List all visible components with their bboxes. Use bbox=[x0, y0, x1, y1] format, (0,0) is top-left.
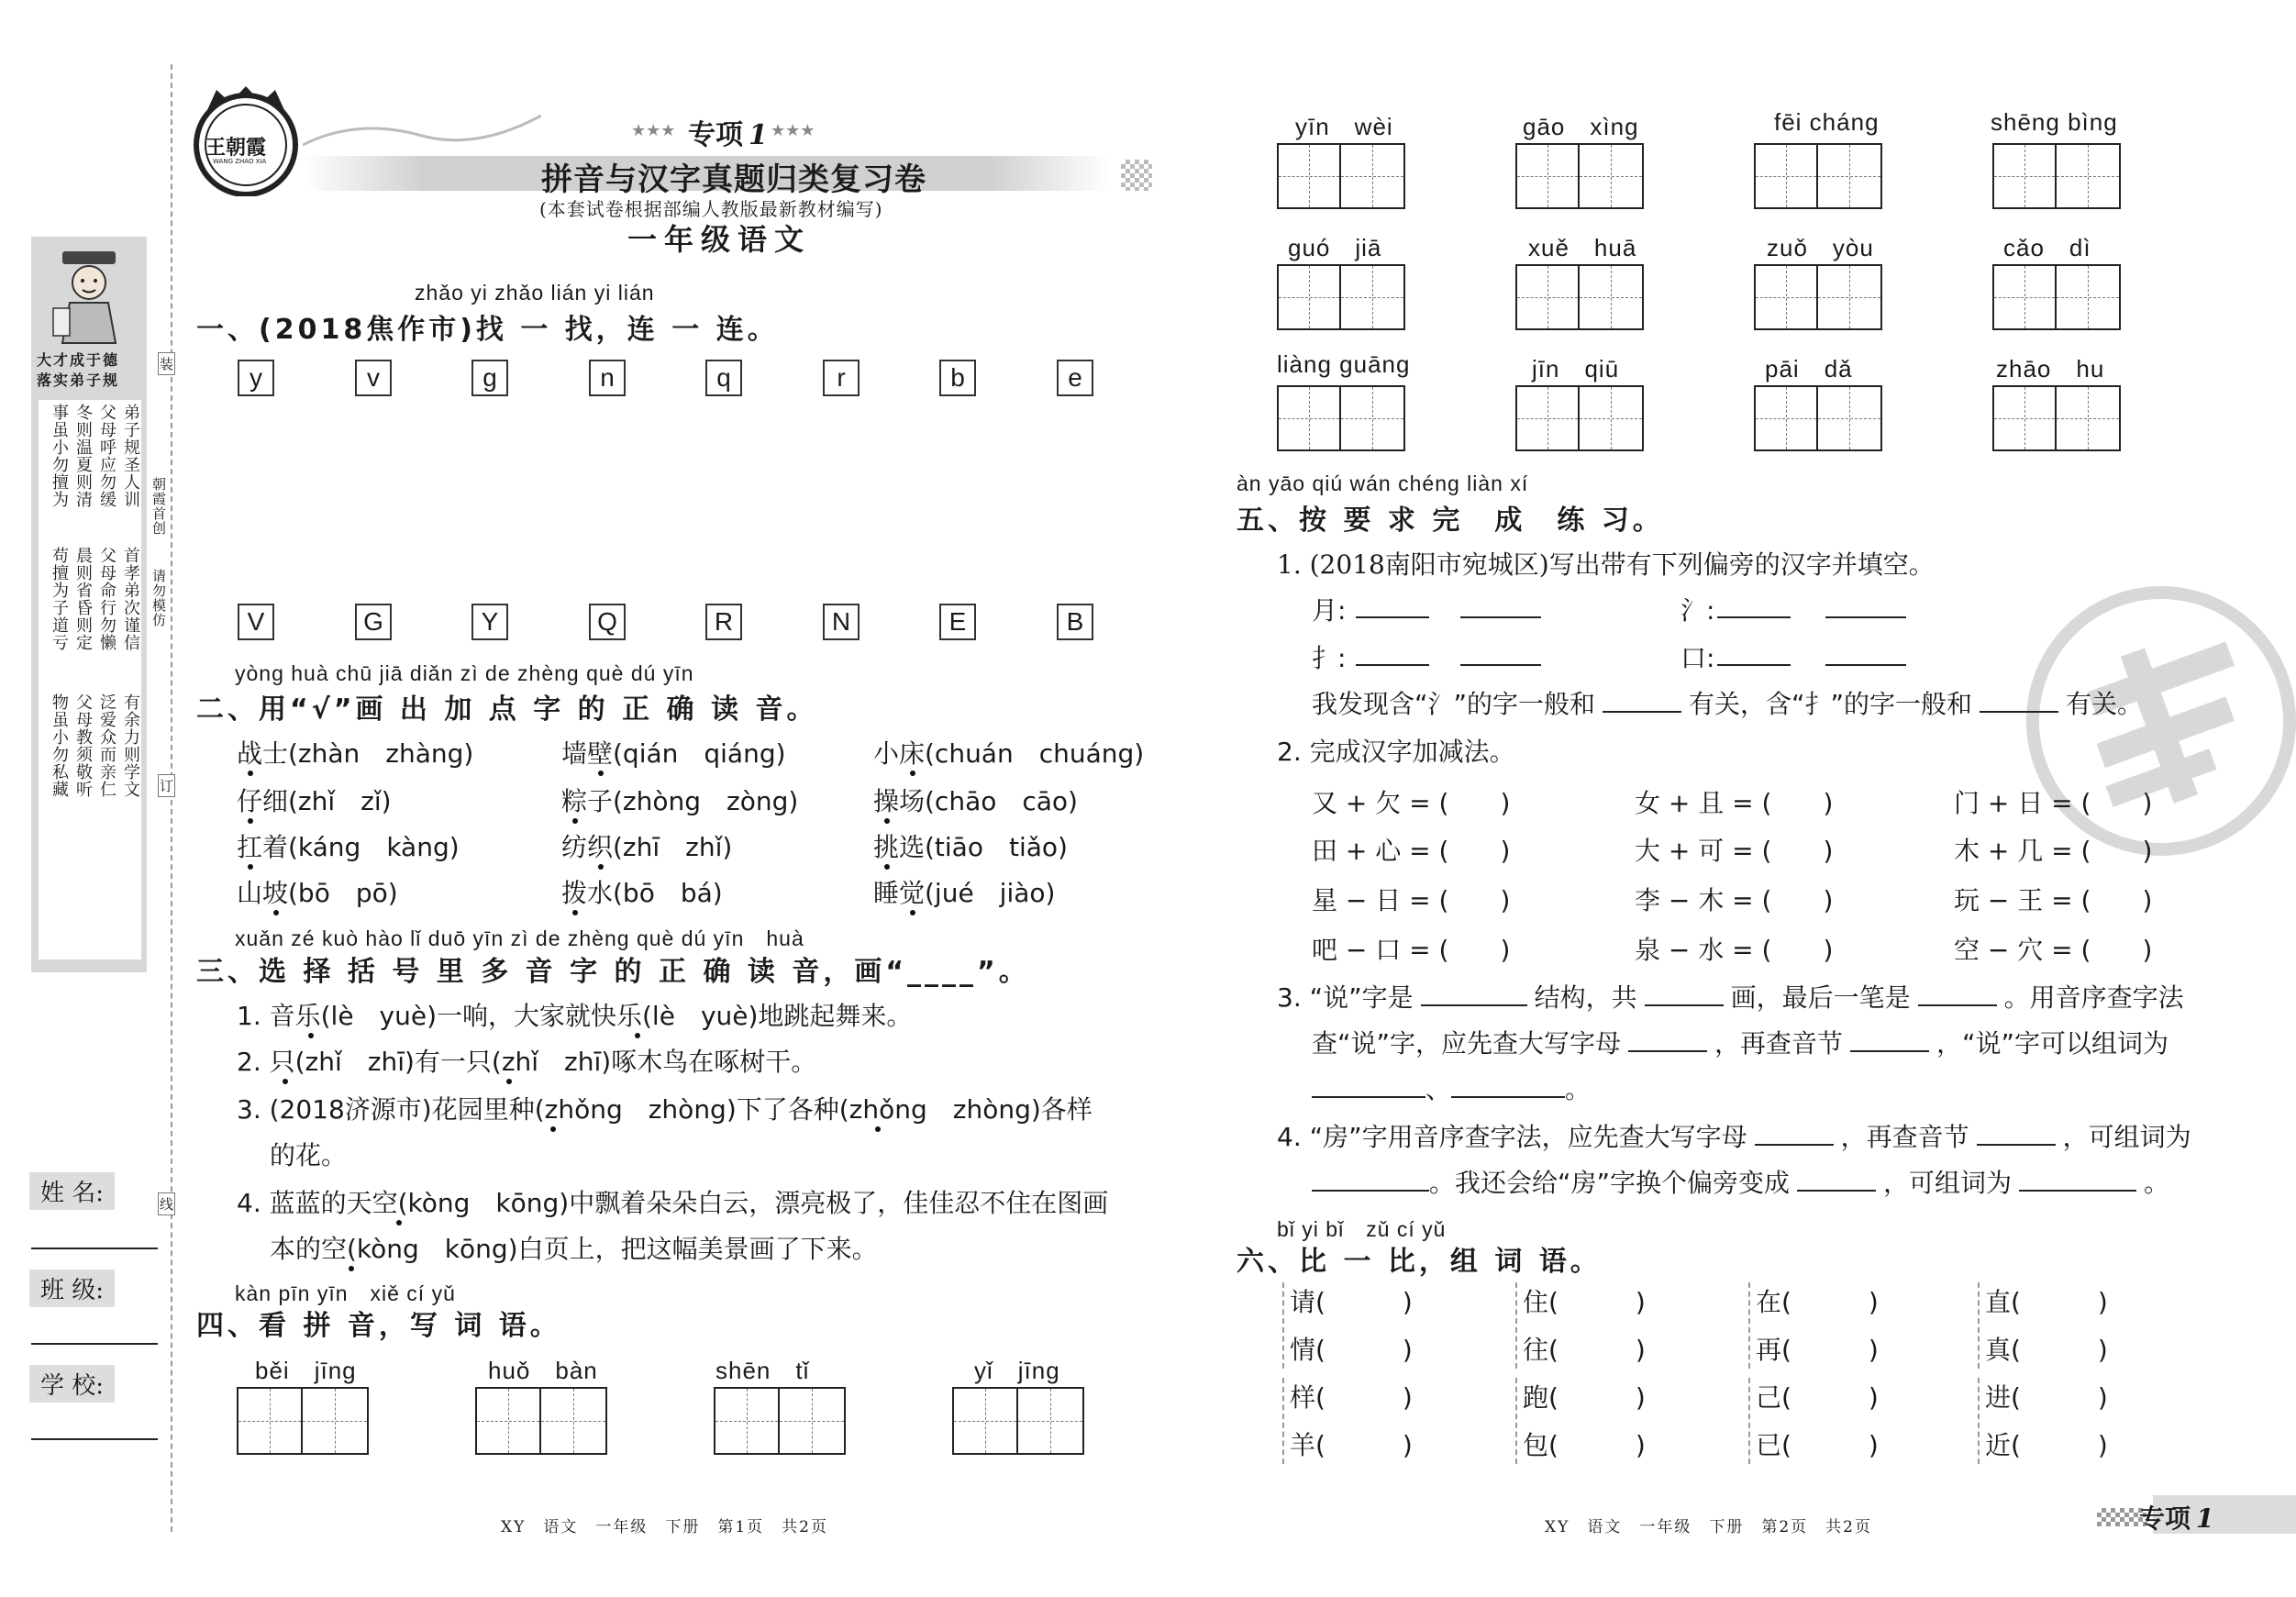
q3-item[interactable]: 4. 蓝蓝的天空(kòng kōng)中飘着朵朵白云，漂亮极了，佳佳忍不住在图画 bbox=[237, 1188, 1109, 1218]
last-stroke-blank[interactable] bbox=[1918, 982, 1997, 1006]
grid-cell[interactable] bbox=[1341, 387, 1403, 449]
motto-col: 苟擅为子道亏 bbox=[50, 547, 69, 651]
q2-item[interactable]: 粽子(zhòng zòng) bbox=[561, 786, 799, 816]
q1-lower-letter[interactable]: n bbox=[589, 360, 626, 396]
compare-word[interactable]: 包( ) bbox=[1523, 1430, 1646, 1460]
emphasis-dot bbox=[884, 818, 890, 824]
sub4-text: 4. “房”字用音序查字法，应先查大写字母 bbox=[1277, 1122, 1747, 1152]
q1-lower-letter[interactable]: b bbox=[939, 360, 976, 396]
logo-text: 王朝霞 bbox=[205, 136, 267, 160]
sub3-text: 。 bbox=[1565, 1074, 1592, 1104]
q4-word-pinyin: zhāo hu bbox=[1996, 355, 2105, 383]
syllable-blank[interactable] bbox=[1977, 1122, 2056, 1146]
motto-col: 首孝弟次谨信 bbox=[121, 547, 140, 651]
writing-grid[interactable] bbox=[475, 1387, 607, 1455]
emphasis-dot bbox=[396, 1220, 402, 1225]
footer-right: XY 语文 一年级 下册 第2页 共2页 bbox=[1545, 1518, 1872, 1536]
banner-ribbon bbox=[303, 108, 541, 152]
group-divider bbox=[1978, 1282, 1980, 1369]
q2-item[interactable]: 墙壁(qián qiáng) bbox=[561, 738, 786, 769]
compare-word[interactable]: 在( ) bbox=[1756, 1287, 1879, 1317]
sub3-text: 。用音序查字法 bbox=[2003, 982, 2184, 1013]
radical-blank[interactable] bbox=[1825, 664, 1906, 666]
radical-blank[interactable] bbox=[1356, 616, 1429, 618]
q1-lower-letter[interactable]: g bbox=[471, 360, 508, 396]
stroke-count-blank[interactable] bbox=[1645, 982, 1724, 1006]
grid-cell[interactable] bbox=[1994, 145, 2057, 207]
math-item[interactable]: 又 + 欠 = ( ) bbox=[1312, 788, 1511, 818]
badge-stars-left: ★★★ bbox=[631, 121, 676, 140]
radical-blank[interactable] bbox=[1717, 664, 1791, 666]
compare-word[interactable]: 直( ) bbox=[1985, 1287, 2108, 1317]
emphasis-dot bbox=[635, 1033, 640, 1038]
discover-blank[interactable] bbox=[1603, 689, 1681, 713]
emphasis-dot bbox=[598, 864, 604, 870]
grid-cell[interactable] bbox=[1580, 387, 1642, 449]
q1-title: 一、(2018焦作市)找 一 找，连 一 连。 bbox=[196, 314, 779, 346]
compare-word[interactable]: 进( ) bbox=[1985, 1382, 2108, 1413]
sub4-text: ，可组词为 bbox=[2062, 1122, 2191, 1152]
q4-word-pinyin: yīn wèi bbox=[1295, 113, 1393, 140]
writing-grid[interactable] bbox=[952, 1387, 1084, 1455]
bind-mark: 线 bbox=[158, 1192, 175, 1215]
word-blank[interactable] bbox=[1312, 1168, 1429, 1192]
grid-cell[interactable] bbox=[1279, 266, 1341, 328]
footer-tag bbox=[2139, 1499, 2214, 1536]
q2-title: 二、用“√”画 出 加 点 字 的 正 确 读 音。 bbox=[196, 693, 818, 726]
grid-cell[interactable] bbox=[1818, 145, 1880, 207]
school-field[interactable] bbox=[31, 1438, 158, 1440]
sub3-text: 、 bbox=[1425, 1074, 1452, 1104]
q4-title: 四、看 拼 音，写 词 语。 bbox=[196, 1310, 561, 1342]
sub3-text: 画，最后一笔是 bbox=[1730, 982, 1911, 1013]
writing-grid[interactable] bbox=[1277, 385, 1405, 451]
emphasis-dot bbox=[572, 910, 578, 915]
q4-word-pinyin: guó jiā bbox=[1288, 234, 1382, 261]
grid-cell[interactable] bbox=[1818, 266, 1880, 328]
q4-word-pinyin: fēi cháng bbox=[1774, 108, 1880, 136]
compare-word[interactable]: 住( ) bbox=[1523, 1287, 1646, 1317]
math-item[interactable]: 大 + 可 = ( ) bbox=[1635, 836, 1834, 866]
writing-grid[interactable] bbox=[1515, 143, 1644, 209]
group-divider bbox=[1748, 1282, 1750, 1369]
emphasis-dot bbox=[273, 910, 279, 915]
discover-text: 我发现含“氵”的字一般和 bbox=[1312, 689, 1596, 719]
q2-item[interactable]: 小床(chuán chuáng) bbox=[873, 738, 1145, 769]
q5-title: 五、按 要 求 完 成 练 习。 bbox=[1237, 505, 1664, 537]
q4-word-pinyin: gāo xìng bbox=[1523, 113, 1639, 140]
q4-word-pinyin: běi jīng bbox=[255, 1357, 357, 1384]
header-badge bbox=[688, 112, 768, 152]
footer-tag-num: 1 bbox=[2196, 1503, 2214, 1534]
q2-item[interactable]: 操场(chāo cāo) bbox=[873, 786, 1078, 816]
compare-word[interactable]: 已( ) bbox=[1756, 1430, 1879, 1460]
discover-text: 有关，含“扌”的字一般和 bbox=[1689, 689, 1973, 719]
q5-discover bbox=[1312, 684, 2143, 721]
motto-col: 物虽小勿私藏 bbox=[50, 693, 69, 798]
grid-cell[interactable] bbox=[1517, 387, 1580, 449]
q3-item: 本的空(kòng kōng)白页上，把这幅美景画了下来。 bbox=[270, 1234, 878, 1264]
compare-word[interactable]: 往( ) bbox=[1523, 1335, 1646, 1365]
grid-cell[interactable] bbox=[1018, 1389, 1082, 1453]
publisher-logo bbox=[189, 83, 303, 196]
radical-blank[interactable] bbox=[1356, 664, 1429, 666]
q1-upper-letter[interactable]: V bbox=[238, 604, 274, 640]
q1-upper-letter[interactable]: B bbox=[1057, 604, 1093, 640]
footer-tag-text: 专项 bbox=[2139, 1503, 2191, 1534]
compare-word[interactable]: 近( ) bbox=[1985, 1430, 2108, 1460]
group-divider bbox=[1282, 1378, 1284, 1464]
motto-col: 父母教须敬听 bbox=[73, 693, 93, 798]
grid-cell[interactable] bbox=[2057, 145, 2119, 207]
q1-upper-letter[interactable]: N bbox=[823, 604, 860, 640]
math-item[interactable]: 木 + 几 = ( ) bbox=[1954, 836, 2153, 866]
math-item[interactable]: 门 + 日 = ( ) bbox=[1954, 788, 2153, 818]
q2-item[interactable]: 战士(zhàn zhàng) bbox=[237, 738, 474, 769]
q4-word-pinyin: zuǒ yòu bbox=[1767, 234, 1874, 261]
group-divider bbox=[1515, 1282, 1517, 1369]
motto-line-1: 大才成于德 bbox=[37, 351, 120, 369]
sub4-text: ，再查音节 bbox=[1840, 1122, 1969, 1152]
syllable-blank[interactable] bbox=[1850, 1028, 1929, 1052]
q4-word-pinyin: shēng bìng bbox=[1991, 108, 2118, 136]
writing-grid[interactable] bbox=[1754, 264, 1882, 330]
q4-word-pinyin: jīn qiū bbox=[1532, 355, 1620, 383]
math-item[interactable]: 女 + 且 = ( ) bbox=[1635, 788, 1834, 818]
sub3-text: ，“说”字可以组词为 bbox=[1936, 1028, 2169, 1059]
side-note: 朝霞首创 bbox=[150, 477, 167, 536]
sub3-text: 3. “说”字是 bbox=[1277, 982, 1414, 1013]
q3-title: 三、选 择 括 号 里 多 音 字 的 正 确 读 音，画“____”。 bbox=[196, 956, 1030, 988]
motto-col: 有余力则学文 bbox=[121, 693, 140, 798]
writing-grid[interactable] bbox=[1754, 385, 1882, 451]
group-divider bbox=[1515, 1378, 1517, 1464]
sub4-text: ，可组词为 bbox=[1883, 1168, 2013, 1198]
writing-grid[interactable] bbox=[1277, 143, 1405, 209]
q5-sub4-line1 bbox=[1277, 1117, 2191, 1154]
grid-cell[interactable] bbox=[2057, 387, 2119, 449]
q4-word-pinyin: cǎo dì bbox=[2003, 234, 2091, 261]
sub3-text: 查“说”字，应先查大写字母 bbox=[1312, 1028, 1622, 1059]
word-blank[interactable] bbox=[1451, 1074, 1565, 1098]
writing-grid[interactable] bbox=[1992, 385, 2121, 451]
motto-line-2: 落实弟子规 bbox=[37, 372, 120, 389]
q1-pinyin: zhǎo yi zhǎo lián yi lián bbox=[415, 281, 655, 305]
grid-cell[interactable] bbox=[1756, 387, 1818, 449]
grid-cell[interactable] bbox=[715, 1389, 780, 1453]
emphasis-dot bbox=[506, 1079, 512, 1084]
writing-grid[interactable] bbox=[714, 1387, 846, 1455]
class-label: 班 级: bbox=[29, 1270, 115, 1307]
q5-pinyin: àn yāo qiú wán chéng liàn xí bbox=[1237, 471, 1529, 495]
header-badge-text: 专项 bbox=[688, 119, 743, 151]
grid-cell[interactable] bbox=[1517, 266, 1580, 328]
word-blank[interactable] bbox=[1312, 1074, 1425, 1098]
q1-upper-letter[interactable]: R bbox=[705, 604, 742, 640]
grid-cell[interactable] bbox=[1580, 145, 1642, 207]
footer-tag-block bbox=[2091, 1495, 2296, 1534]
q5-sub1: 1. (2018南阳市宛城区)写出带有下列偏旁的汉字并填空。 bbox=[1277, 549, 1935, 580]
new-char-blank[interactable] bbox=[1797, 1168, 1876, 1192]
emphasis-dot bbox=[884, 864, 890, 870]
motto-col: 弟子规圣人训 bbox=[121, 404, 140, 508]
writing-grid[interactable] bbox=[237, 1387, 369, 1455]
sub3-text: 结构，共 bbox=[1534, 982, 1637, 1013]
motto-col: 父母呼应勿缓 bbox=[97, 404, 116, 508]
motto-panel bbox=[31, 237, 147, 972]
q1-lower-letter[interactable]: v bbox=[355, 360, 392, 396]
emphasis-dot bbox=[248, 818, 253, 824]
compare-word[interactable]: 再( ) bbox=[1756, 1335, 1879, 1365]
math-item[interactable]: 星 − 日 = ( ) bbox=[1312, 885, 1511, 915]
math-item[interactable]: 吧 − 口 = ( ) bbox=[1312, 935, 1511, 965]
q4-word-pinyin: liàng guāng bbox=[1277, 350, 1411, 378]
class-field[interactable] bbox=[31, 1343, 158, 1345]
grid-cell[interactable] bbox=[1279, 145, 1341, 207]
math-item[interactable]: 玩 − 王 = ( ) bbox=[1954, 885, 2153, 915]
q5-sub4-line2 bbox=[1312, 1163, 2169, 1200]
q1-upper-letter[interactable]: Y bbox=[471, 604, 508, 640]
checker-decoration bbox=[1121, 160, 1152, 191]
q5-sub3-line2 bbox=[1312, 1024, 2168, 1060]
q4-word-pinyin: pāi dǎ bbox=[1765, 355, 1853, 383]
writing-grid[interactable] bbox=[1754, 143, 1882, 209]
compare-word[interactable]: 样( ) bbox=[1290, 1382, 1413, 1413]
grid-cell[interactable] bbox=[1756, 266, 1818, 328]
grid-cell[interactable] bbox=[1341, 145, 1403, 207]
scholar-illustration bbox=[50, 244, 128, 345]
radical-blank[interactable] bbox=[1717, 616, 1791, 618]
writing-grid[interactable] bbox=[1992, 264, 2121, 330]
radical-blank[interactable] bbox=[1460, 616, 1541, 618]
side-note: 请勿模仿 bbox=[150, 569, 167, 627]
emphasis-dot bbox=[308, 1033, 314, 1038]
q1-lower-letter[interactable]: e bbox=[1057, 360, 1093, 396]
q4-word-pinyin: yǐ jīng bbox=[974, 1357, 1060, 1384]
q3-item[interactable]: 3. (2018济源市)花园里种(zhǒng zhòng)下了各种(zhǒng zhòng)各样 bbox=[237, 1094, 1093, 1125]
emphasis-dot bbox=[598, 771, 604, 776]
q2-item[interactable]: 山坡(bō pō) bbox=[237, 878, 398, 908]
q2-item[interactable]: 拨水(bō bá) bbox=[561, 878, 723, 908]
name-field[interactable] bbox=[31, 1248, 158, 1249]
page-subtitle: (本套试卷根据部编人教版最新教材编写) bbox=[539, 198, 883, 220]
q5-sub3-line1 bbox=[1277, 978, 2184, 1015]
q1-lower-letter[interactable]: q bbox=[705, 360, 742, 396]
radical-blank[interactable] bbox=[1825, 616, 1906, 618]
q3-item: 的花。 bbox=[270, 1140, 348, 1170]
grid-cell[interactable] bbox=[1818, 387, 1880, 449]
name-label: 姓 名: bbox=[29, 1172, 115, 1210]
q4-word-pinyin: xuě huā bbox=[1528, 234, 1637, 261]
binding-dashed-line bbox=[171, 64, 172, 1532]
logo-subtext: WANG ZHAO XIA bbox=[213, 158, 267, 165]
group-divider bbox=[1978, 1378, 1980, 1464]
compare-word[interactable]: 真( ) bbox=[1985, 1335, 2108, 1365]
page-title: 拼音与汉字真题归类复习卷 bbox=[541, 161, 926, 198]
compare-word[interactable]: 己( ) bbox=[1756, 1382, 1879, 1413]
q2-item[interactable]: 扛着(káng kàng) bbox=[237, 832, 460, 862]
emphasis-dot bbox=[248, 864, 253, 870]
grid-cell[interactable] bbox=[477, 1389, 541, 1453]
grid-cell[interactable] bbox=[1994, 266, 2057, 328]
letter-blank[interactable] bbox=[1628, 1028, 1707, 1052]
motto-columns bbox=[39, 400, 141, 959]
radical-blank[interactable] bbox=[1460, 664, 1541, 666]
radical-label: 月: bbox=[1312, 595, 1347, 626]
q1-upper-letter[interactable]: G bbox=[355, 604, 392, 640]
badge-stars-right: ★★★ bbox=[771, 121, 815, 140]
emphasis-dot bbox=[910, 771, 915, 776]
compare-word[interactable]: 请( ) bbox=[1290, 1287, 1413, 1317]
math-item[interactable]: 空 − 穴 = ( ) bbox=[1954, 935, 2153, 965]
sub4-text: 。 bbox=[2144, 1168, 2170, 1198]
grid-cell[interactable] bbox=[1580, 266, 1642, 328]
q6-title: 六、比 一 比，组 词 语。 bbox=[1237, 1246, 1602, 1278]
q2-item[interactable]: 仔细(zhǐ zǐ) bbox=[237, 786, 392, 816]
q1-upper-letter[interactable]: Q bbox=[589, 604, 626, 640]
q1-lower-letter[interactable]: y bbox=[238, 360, 274, 396]
q6-pinyin: bǐ yi bǐ zǔ cí yǔ bbox=[1277, 1217, 1447, 1241]
group-divider bbox=[1282, 1282, 1284, 1369]
q4-word-pinyin: shēn tǐ bbox=[715, 1357, 810, 1384]
radical-label: 口: bbox=[1680, 643, 1715, 673]
grid-cell[interactable] bbox=[1517, 145, 1580, 207]
emphasis-dot bbox=[550, 1126, 556, 1132]
grid-cell[interactable] bbox=[303, 1389, 367, 1453]
motto-col: 泛爱众而亲仁 bbox=[97, 693, 116, 798]
compare-word[interactable]: 跑( ) bbox=[1523, 1382, 1646, 1413]
grid-cell[interactable] bbox=[780, 1389, 844, 1453]
writing-grid[interactable] bbox=[1515, 264, 1644, 330]
math-item[interactable]: 田 + 心 = ( ) bbox=[1312, 836, 1511, 866]
letter-blank[interactable] bbox=[1755, 1122, 1834, 1146]
q2-item[interactable]: 挑选(tiāo tiǎo) bbox=[873, 832, 1068, 862]
bind-mark: 装 bbox=[158, 352, 175, 375]
grid-cell[interactable] bbox=[541, 1389, 605, 1453]
emphasis-dot bbox=[572, 818, 578, 824]
q4-word-pinyin: huǒ bàn bbox=[488, 1357, 598, 1384]
writing-grid[interactable] bbox=[1277, 264, 1405, 330]
grid-cell[interactable] bbox=[1341, 266, 1403, 328]
motto-col: 事虽小勿擅为 bbox=[50, 404, 69, 508]
writing-grid[interactable] bbox=[1992, 143, 2121, 209]
q3-pinyin: xuǎn zé kuò hào lǐ duō yīn zì de zhèng què dú yīn huà bbox=[235, 926, 804, 950]
school-label: 学 校: bbox=[29, 1365, 115, 1403]
compare-word[interactable]: 羊( ) bbox=[1290, 1430, 1413, 1460]
grid-cell[interactable] bbox=[238, 1389, 303, 1453]
q2-item[interactable]: 睡觉(jué jiào) bbox=[873, 878, 1056, 908]
math-item[interactable]: 泉 − 水 = ( ) bbox=[1635, 935, 1834, 965]
grid-cell[interactable] bbox=[1756, 145, 1818, 207]
emphasis-dot bbox=[248, 771, 253, 776]
q5-sub2: 2. 完成汉字加减法。 bbox=[1277, 737, 1515, 767]
motto-col: 晨则省昏则定 bbox=[73, 547, 93, 651]
q2-pinyin: yòng huà chū jiā diǎn zì de zhèng què dú yīn bbox=[235, 661, 694, 685]
emphasis-dot bbox=[349, 1266, 354, 1271]
emphasis-dot bbox=[910, 910, 915, 915]
discover-text: 有关。 bbox=[2066, 689, 2144, 719]
discover-blank[interactable] bbox=[1980, 689, 2058, 713]
q4-pinyin: kàn pīn yīn xiě cí yǔ bbox=[235, 1281, 456, 1305]
footer-left: XY 语文 一年级 下册 第1页 共2页 bbox=[501, 1518, 828, 1536]
word-blank[interactable] bbox=[2019, 1168, 2136, 1192]
grid-cell[interactable] bbox=[2057, 266, 2119, 328]
radical-label: 扌: bbox=[1312, 643, 1347, 673]
radical-label: 氵: bbox=[1680, 595, 1715, 626]
grid-cell[interactable] bbox=[954, 1389, 1018, 1453]
q3-item[interactable]: 2. 只(zhǐ zhī)有一只(zhǐ zhī)啄木鸟在啄树干。 bbox=[237, 1047, 817, 1077]
structure-blank[interactable] bbox=[1421, 982, 1527, 1006]
grid-cell[interactable] bbox=[1279, 387, 1341, 449]
q1-upper-letter[interactable]: E bbox=[939, 604, 976, 640]
q5-sub3-line3 bbox=[1312, 1070, 1591, 1106]
math-item[interactable]: 李 − 木 = ( ) bbox=[1635, 885, 1834, 915]
bind-mark: 订 bbox=[158, 774, 175, 797]
q2-item[interactable]: 纺织(zhī zhǐ) bbox=[561, 832, 733, 862]
sub3-text: ，再查音节 bbox=[1714, 1028, 1844, 1059]
sub4-text: 。我还会给“房”字换个偏旁变成 bbox=[1429, 1168, 1791, 1198]
compare-word[interactable]: 情( ) bbox=[1290, 1335, 1413, 1365]
q3-item[interactable]: 1. 音乐(lè yuè)一响，大家就快乐(lè yuè)地跳起舞来。 bbox=[237, 1001, 913, 1031]
emphasis-dot bbox=[283, 1079, 288, 1084]
q1-lower-letter[interactable]: r bbox=[823, 360, 860, 396]
motto-col: 父母命行勿懒 bbox=[97, 547, 116, 651]
emphasis-dot bbox=[875, 1126, 881, 1132]
grade-title: 一年级语文 bbox=[627, 222, 812, 257]
group-divider bbox=[1748, 1378, 1750, 1464]
grid-cell[interactable] bbox=[1994, 387, 2057, 449]
header-badge-num: 1 bbox=[749, 119, 768, 151]
motto-col: 冬则温夏则清 bbox=[73, 404, 93, 508]
writing-grid[interactable] bbox=[1515, 385, 1644, 451]
